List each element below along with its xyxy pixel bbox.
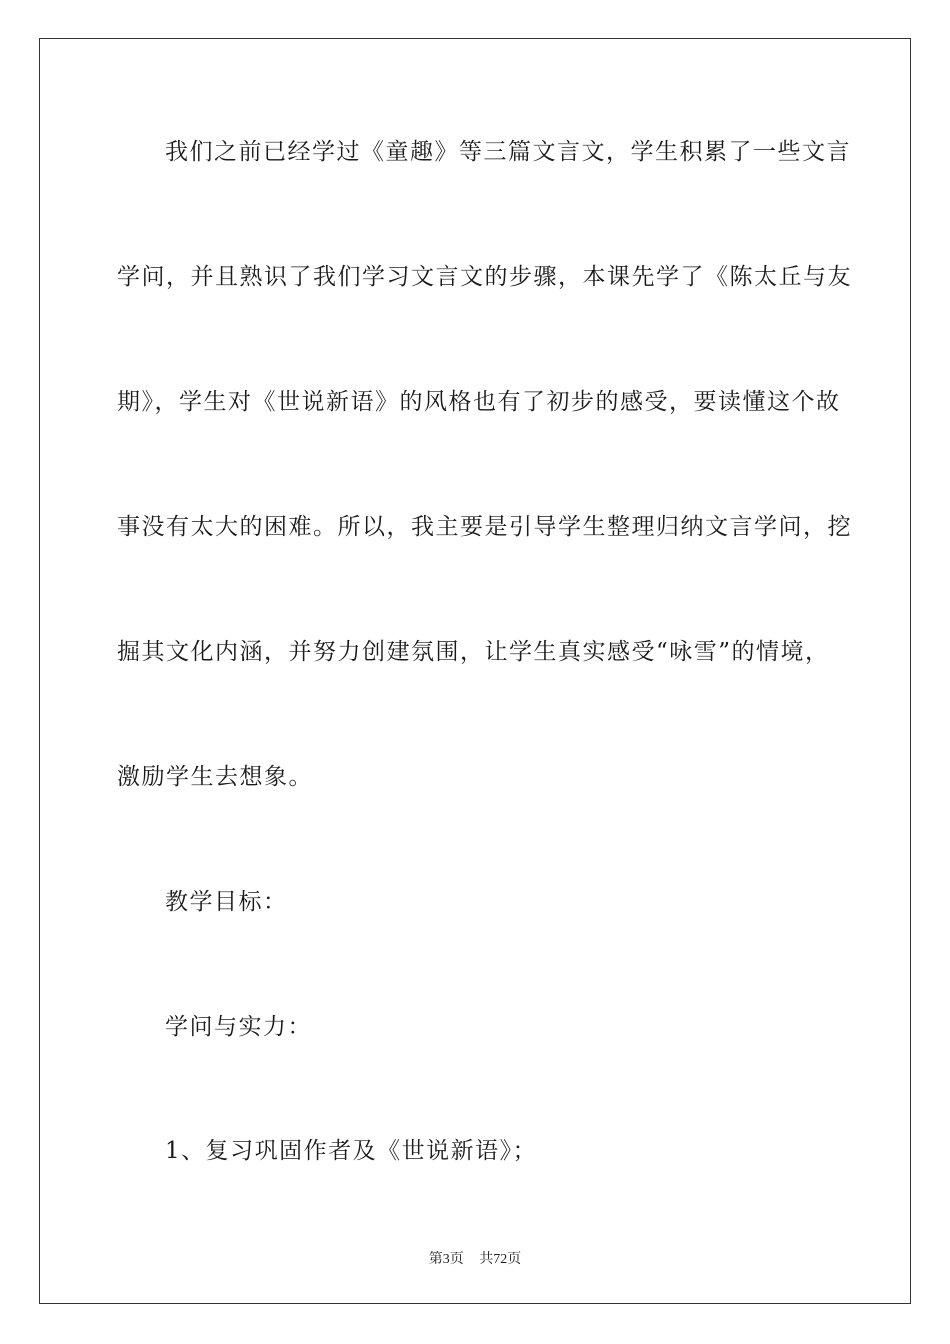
paragraph-line-2: 学问，并且熟识了我们学习文言文的步骤，本课先学了《陈太丘与友 [117, 264, 852, 290]
page-frame [39, 38, 911, 1304]
page-number: 第3页 [428, 1252, 464, 1267]
subheading-knowledge-ability: 学问与实力： [165, 1014, 312, 1040]
paragraph-line-3: 期》，学生对《世说新语》的风格也有了初步的感受，要读懂这个故 [117, 389, 841, 415]
paragraph-line-4: 事没有太大的困难。所以，我主要是引导学生整理归纳文言学问，挖 [117, 514, 852, 540]
paragraph-line-6: 激励学生去想象。 [117, 764, 313, 790]
paragraph-line-5: 掘其文化内涵，并努力创建氛围，让学生真实感受“咏雪”的情境， [117, 639, 830, 665]
paragraph-line-1: 我们之前已经学过《童趣》等三篇文言文，学生积累了一些文言 [165, 139, 851, 165]
list-item-1: 1、复习巩固作者及《世说新语》； [165, 1138, 538, 1164]
page-total: 共72页 [479, 1252, 522, 1267]
page-footer [0, 1248, 950, 1268]
section-heading-teaching-goals: 教学目标： [165, 889, 288, 915]
